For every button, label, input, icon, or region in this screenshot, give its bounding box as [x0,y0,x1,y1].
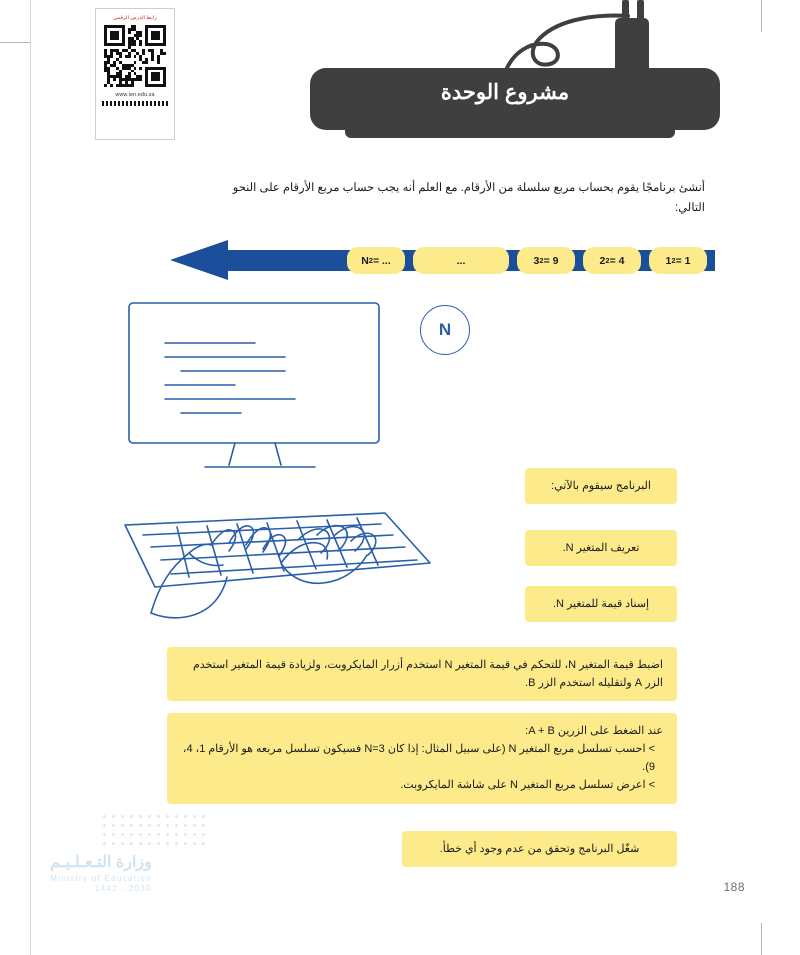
sequence-pill: ... [413,247,509,274]
note-on-button-press [167,713,677,804]
watermark-line-english: Ministry of Education [50,873,152,883]
squares-sequence-strip [170,240,715,280]
watermark-line-arabic: وزارة التـعـلـيـم [50,854,152,871]
sequence-pill: 2 2 = 4 [583,247,641,274]
variable-n-bubble: N [420,305,470,355]
sequence-pill: 1 2 = 1 [649,247,707,274]
note-line-display: > اعرض تسلسل مربع المتغير N على شاشة المايكروبت. [400,779,655,792]
note-adjust-variable: اضبط قيمة المتغير N، للتحكم في قيمة المتغير N استخدم أزرار المايكروبت، ولزيادة قيمة المتغير استخدم الزر A ولتقليله استخدم الزر B. [167,647,677,701]
sequence-items [347,247,707,274]
note-program-will-do: البرنامج سيقوم بالآتي: [525,468,677,504]
left-arrow-icon [170,240,228,280]
qr-url-label: www.ien.edu.sa [115,92,155,99]
hands-typing-on-keyboard-illustration [85,295,475,625]
sequence-pill: 3 2 = 9 [517,247,575,274]
watermark-line-year: 2030 - 1442 [94,884,152,894]
power-plug-icon [615,18,649,74]
qr-caption: رابط الدرس الرقمي [113,15,157,21]
watermark-dots [100,812,210,848]
page-edge-tick-left [0,42,30,43]
note-assign-value: إسناد قيمة للمتغير N. [525,586,677,622]
note-run-and-verify: شغّل البرنامج وتحقق من عدم وجود أي خطأ. [402,831,677,867]
sequence-pill: N 2 = ... [347,247,405,274]
page-edge-tick-bottom-right [761,923,762,955]
page-number: 188 [723,880,745,894]
unit-project-banner [300,0,730,160]
note-line-compute: > احسب تسلسل مربع المتغير N (على سبيل المثال: إذا كان N=3 فسيكون تسلسل مربعه هو الأرقام 1، 4، 9). [182,743,655,774]
digital-lesson-qr-card[interactable] [95,8,175,140]
ministry-watermark [50,852,152,895]
intro-paragraph: أنشئ برنامجًا يقوم بحساب مربع سلسلة من الأرقام. مع العلم أنه يجب حساب مربع الأرقام على النحو التالي: [232,182,705,215]
qr-code-icon[interactable] [104,25,166,87]
page-title: مشروع الوحدة [440,81,570,104]
page-edge-tick-top-right [761,0,762,32]
page-edge-line [30,0,31,955]
note-line-heading: عند الضغط على الزرين A + B: [525,725,663,737]
barcode-strip-icon [102,101,168,106]
note-define-variable: تعريف المتغير N. [525,530,677,566]
